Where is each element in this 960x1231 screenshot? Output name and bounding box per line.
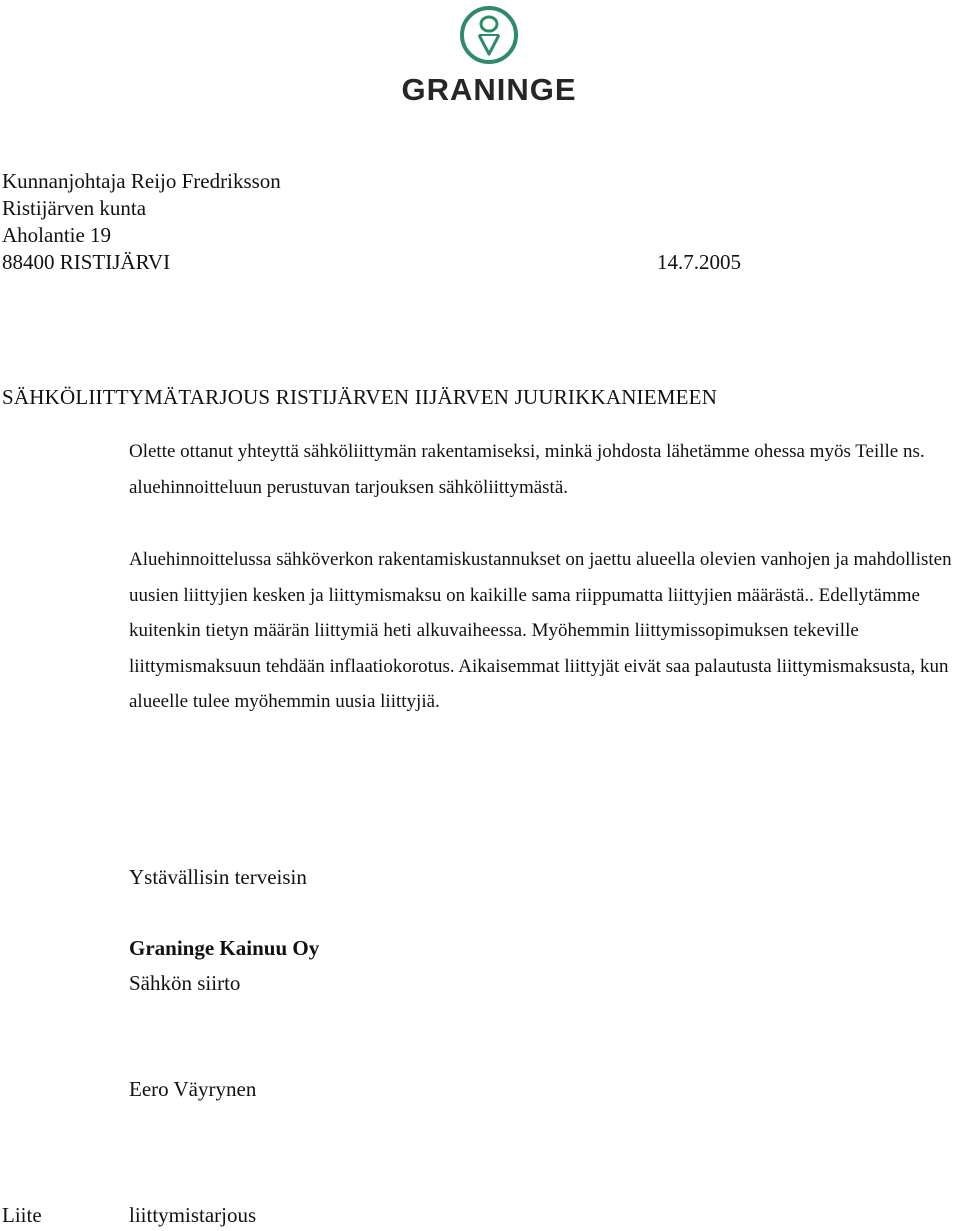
attachment-value: liittymistarjous [129,1203,257,1227]
letter-date: 14.7.2005 [657,250,741,274]
logo-wordmark: GRANINGE [401,72,577,107]
attachment-label: Liite [2,1203,42,1227]
body-paragraph-1: Olette ottanut yhteyttä sähköliittymän rakentamiseksi, minkä johdosta lähetämme ohessa myös Teille ns. aluehinnoitteluun perustuvan tarjouksen sähköliittymästä. [129,441,925,498]
recipient-name: Kunnanjohtaja Reijo Fredriksson [2,169,281,193]
closing-greeting: Ystävällisin terveisin [129,865,307,889]
sender-company: Graninge Kainuu Oy [129,936,320,960]
body-paragraph-2: Aluehinnoittelussa sähköverkon rakentamiskustannukset on jaettu alueella olevien vanhojen ja mahdollisten uusien liittyjien kesken ja liittymismaksu on kaikille sama riippumatta liittyjien määrästä.. Edellytämme kuitenkin tietyn määrän liittymiä heti alkuvaiheessa. Myöhemmin liittymissopimuksen tekeville liittymismaksuun tehdään inflaatiokorotus. Aikaisemmat liittyjät eivät saa palautusta liittymismaksusta, kun alueelle tulee myöhemmin uusia liittyjiä. [129,549,952,712]
recipient-organization: Ristijärven kunta [2,196,147,220]
recipient-city: 88400 RISTIJÄRVI [2,250,171,274]
sender-department: Sähkön siirto [129,971,241,995]
recipient-street: Aholantie 19 [2,223,112,247]
graninge-emblem-icon [458,4,520,66]
company-logo [386,4,592,107]
letter-subject: SÄHKÖLIITTYMÄTARJOUS RISTIJÄRVEN IIJÄRVEN JUURIKKANIEMEEN [2,385,718,409]
sender-person: Eero Väyrynen [129,1077,257,1101]
